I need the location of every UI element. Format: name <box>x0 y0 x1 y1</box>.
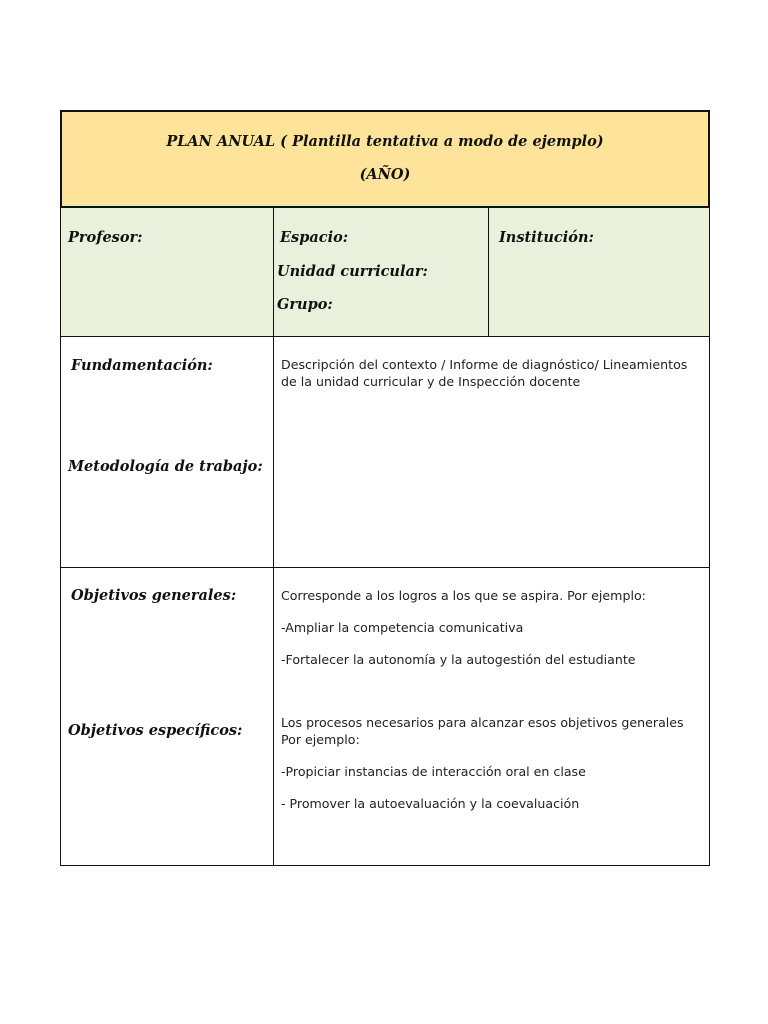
objetivos-generales-item: -Ampliar la competencia comunicativa <box>281 620 524 635</box>
fundamentacion-desc-line1: Descripción del contexto / Informe de diagnóstico/ Lineamientos <box>281 357 688 372</box>
objetivos-generales-label: Objetivos generales: <box>71 587 237 604</box>
profesor-label: Profesor: <box>68 229 143 246</box>
fundamentacion-desc-line2: de la unidad curricular y de Inspección docente <box>281 374 581 389</box>
fundamentacion-row <box>60 336 710 568</box>
objetivos-generales-item: -Fortalecer la autonomía y la autogestión del estudiante <box>281 652 636 667</box>
divider <box>273 568 274 865</box>
plan-header <box>60 110 710 208</box>
info-row <box>60 206 710 337</box>
espacio-label: Espacio: <box>280 229 349 246</box>
fundamentacion-label: Fundamentación: <box>71 357 213 374</box>
grupo-label: Grupo: <box>277 296 333 313</box>
objetivos-especificos-item: -Propiciar instancias de interacción oral en clase <box>281 764 586 779</box>
metodologia-label: Metodología de trabajo: <box>68 458 263 475</box>
objetivos-especificos-intro-line2: Por ejemplo: <box>281 732 360 747</box>
objetivos-especificos-item: - Promover la autoevaluación y la coevaluación <box>281 796 580 811</box>
divider <box>273 337 274 567</box>
unidad-curricular-label: Unidad curricular: <box>277 263 428 280</box>
plan-title: PLAN ANUAL ( Plantilla tentativa a modo de ejemplo) <box>166 133 604 150</box>
objetivos-especificos-intro-line1: Los procesos necesarios para alcanzar esos objetivos generales <box>281 715 684 730</box>
plan-year: (AÑO) <box>359 166 411 183</box>
objetivos-especificos-label: Objetivos específicos: <box>68 722 243 739</box>
divider <box>488 208 489 336</box>
divider <box>273 208 274 336</box>
objetivos-generales-intro: Corresponde a los logros a los que se aspira. Por ejemplo: <box>281 588 646 603</box>
institucion-label: Institución: <box>499 229 594 246</box>
objetivos-row <box>60 567 710 866</box>
